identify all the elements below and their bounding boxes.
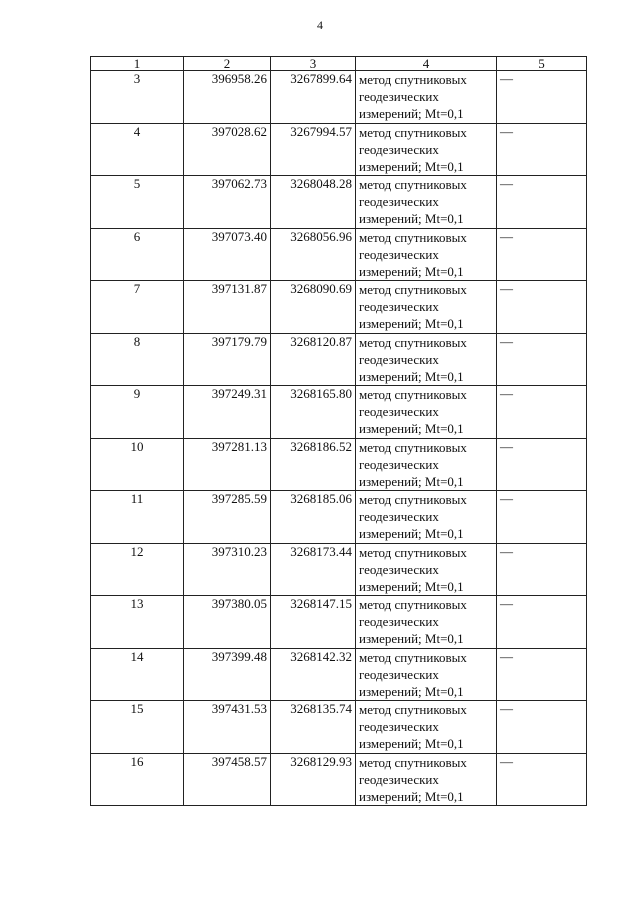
- method-line: геодезических: [359, 561, 439, 577]
- method-line: геодезических: [359, 351, 439, 367]
- method-line: измерений; Mt=0,1: [359, 736, 464, 751]
- x-coordinate-cell: 397458.57: [184, 753, 271, 806]
- table-row: [91, 438, 587, 491]
- y-coordinate-cell: 3268147.15: [271, 596, 356, 649]
- method-cell: [356, 753, 497, 806]
- method-cell: [356, 123, 497, 176]
- note-cell: —: [497, 491, 587, 544]
- y-coordinate-cell: 3268186.52: [271, 438, 356, 491]
- x-coordinate-cell: 397073.40: [184, 228, 271, 281]
- note-cell: —: [497, 648, 587, 701]
- y-coordinate-cell: 3267994.57: [271, 123, 356, 176]
- method-line: геодезических: [359, 456, 439, 472]
- point-number-cell: 13: [91, 596, 184, 649]
- method-cell: [356, 491, 497, 544]
- point-number-cell: 15: [91, 701, 184, 754]
- table-row: [91, 176, 587, 229]
- table-row: [91, 123, 587, 176]
- method-line: метод спутниковых: [359, 282, 467, 297]
- note-cell: —: [497, 176, 587, 229]
- method-cell: [356, 648, 497, 701]
- method-cell: [356, 438, 497, 491]
- method-line: геодезических: [359, 404, 439, 419]
- method-line: геодезических: [359, 666, 439, 682]
- y-coordinate-cell: 3268135.74: [271, 701, 356, 754]
- method-line: измерений; Mt=0,1: [359, 316, 464, 331]
- note-cell: —: [497, 333, 587, 386]
- point-number-cell: 7: [91, 281, 184, 334]
- y-coordinate-cell: 3268142.32: [271, 648, 356, 701]
- method-line: геодезических: [359, 614, 439, 629]
- method-cell: [356, 228, 497, 281]
- method-line: метод спутниковых: [359, 334, 467, 350]
- method-line: метод спутниковых: [359, 702, 467, 717]
- method-line: метод спутниковых: [359, 229, 467, 245]
- method-line: метод спутниковых: [359, 387, 467, 402]
- method-line: измерений; Mt=0,1: [359, 526, 464, 541]
- method-cell: [356, 333, 497, 386]
- point-number-cell: 14: [91, 648, 184, 701]
- point-number-cell: 8: [91, 333, 184, 386]
- page-number: 4: [317, 18, 323, 32]
- note-cell: —: [497, 701, 587, 754]
- method-line: геодезических: [359, 299, 439, 314]
- method-line: измерений; Mt=0,1: [359, 158, 464, 174]
- point-number-cell: 12: [91, 543, 184, 596]
- note-cell: —: [497, 228, 587, 281]
- note-cell: —: [497, 386, 587, 439]
- x-coordinate-cell: 397399.48: [184, 648, 271, 701]
- method-line: метод спутниковых: [359, 439, 467, 455]
- table-row: [91, 71, 587, 124]
- x-coordinate-cell: 397310.23: [184, 543, 271, 596]
- note-cell: —: [497, 543, 587, 596]
- method-line: метод спутниковых: [359, 492, 467, 507]
- method-line: метод спутниковых: [359, 649, 467, 665]
- method-cell: [356, 386, 497, 439]
- x-coordinate-cell: 397431.53: [184, 701, 271, 754]
- table-row: [91, 281, 587, 334]
- column-header-4: 4: [356, 57, 497, 71]
- point-number-cell: 9: [91, 386, 184, 439]
- method-line: геодезических: [359, 719, 439, 734]
- table-row: [91, 701, 587, 754]
- note-cell: —: [497, 438, 587, 491]
- coordinates-table: [90, 56, 587, 806]
- method-cell: [356, 596, 497, 649]
- point-number-cell: 10: [91, 438, 184, 491]
- table-row: [91, 333, 587, 386]
- method-line: геодезических: [359, 509, 439, 524]
- y-coordinate-cell: 3268120.87: [271, 333, 356, 386]
- table-body: [91, 71, 587, 806]
- x-coordinate-cell: 397028.62: [184, 123, 271, 176]
- point-number-cell: 11: [91, 491, 184, 544]
- method-line: метод спутниковых: [359, 124, 467, 140]
- table-row: [91, 648, 587, 701]
- x-coordinate-cell: 396958.26: [184, 71, 271, 124]
- table-header-row: [91, 57, 587, 71]
- note-cell: —: [497, 753, 587, 806]
- y-coordinate-cell: 3267899.64: [271, 71, 356, 124]
- method-cell: [356, 71, 497, 124]
- x-coordinate-cell: 397281.13: [184, 438, 271, 491]
- table-row: [91, 543, 587, 596]
- method-line: геодезических: [359, 141, 439, 157]
- method-cell: [356, 281, 497, 334]
- method-line: измерений; Mt=0,1: [359, 788, 464, 804]
- method-cell: [356, 543, 497, 596]
- y-coordinate-cell: 3268185.06: [271, 491, 356, 544]
- note-cell: —: [497, 596, 587, 649]
- point-number-cell: 6: [91, 228, 184, 281]
- method-line: измерений; Mt=0,1: [359, 473, 464, 489]
- y-coordinate-cell: 3268129.93: [271, 753, 356, 806]
- x-coordinate-cell: 397249.31: [184, 386, 271, 439]
- method-line: измерений; Mt=0,1: [359, 211, 464, 226]
- method-line: измерений; Mt=0,1: [359, 368, 464, 384]
- column-header-2: 2: [184, 57, 271, 71]
- point-number-cell: 5: [91, 176, 184, 229]
- x-coordinate-cell: 397179.79: [184, 333, 271, 386]
- x-coordinate-cell: 397131.87: [184, 281, 271, 334]
- note-cell: —: [497, 123, 587, 176]
- table-row: [91, 491, 587, 544]
- method-line: измерений; Mt=0,1: [359, 683, 464, 699]
- method-line: метод спутниковых: [359, 597, 467, 612]
- column-header-1: 1: [91, 57, 184, 71]
- method-line: метод спутниковых: [359, 544, 467, 560]
- note-cell: —: [497, 71, 587, 124]
- method-line: измерений; Mt=0,1: [359, 106, 464, 121]
- column-header-3: 3: [271, 57, 356, 71]
- method-line: метод спутниковых: [359, 177, 467, 192]
- y-coordinate-cell: 3268056.96: [271, 228, 356, 281]
- y-coordinate-cell: 3268048.28: [271, 176, 356, 229]
- x-coordinate-cell: 397285.59: [184, 491, 271, 544]
- method-line: метод спутниковых: [359, 754, 467, 770]
- method-cell: [356, 176, 497, 229]
- method-line: измерений; Mt=0,1: [359, 578, 464, 594]
- point-number-cell: 16: [91, 753, 184, 806]
- method-line: геодезических: [359, 89, 439, 104]
- y-coordinate-cell: 3268090.69: [271, 281, 356, 334]
- method-cell: [356, 701, 497, 754]
- column-header-5: 5: [497, 57, 587, 71]
- method-line: геодезических: [359, 194, 439, 209]
- table-row: [91, 386, 587, 439]
- table-row: [91, 753, 587, 806]
- method-line: измерений; Mt=0,1: [359, 421, 464, 436]
- point-number-cell: 3: [91, 71, 184, 124]
- method-line: геодезических: [359, 771, 439, 787]
- method-line: геодезических: [359, 246, 439, 262]
- note-cell: —: [497, 281, 587, 334]
- y-coordinate-cell: 3268173.44: [271, 543, 356, 596]
- x-coordinate-cell: 397062.73: [184, 176, 271, 229]
- table-row: [91, 228, 587, 281]
- method-line: измерений; Mt=0,1: [359, 631, 464, 646]
- table-row: [91, 596, 587, 649]
- x-coordinate-cell: 397380.05: [184, 596, 271, 649]
- y-coordinate-cell: 3268165.80: [271, 386, 356, 439]
- point-number-cell: 4: [91, 123, 184, 176]
- method-line: метод спутниковых: [359, 72, 467, 87]
- method-line: измерений; Mt=0,1: [359, 263, 464, 279]
